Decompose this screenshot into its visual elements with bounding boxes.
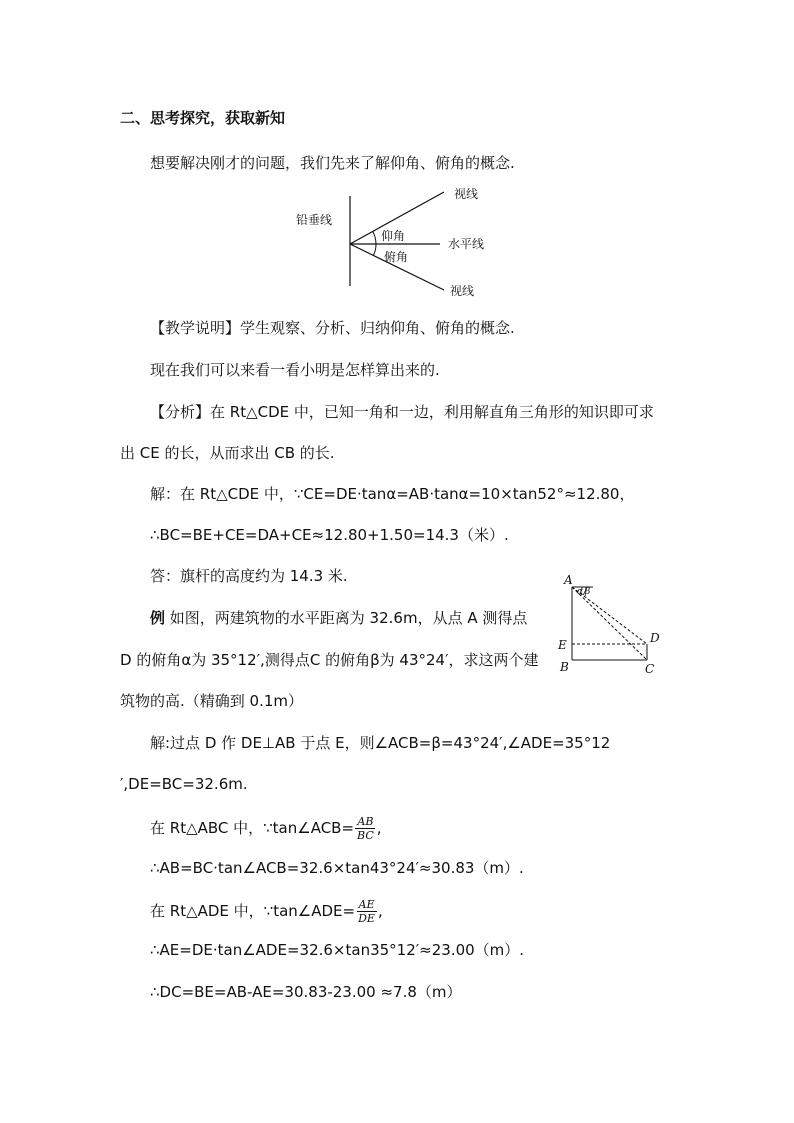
plumb-line-label: 铅垂线 — [296, 213, 333, 227]
depression-angle-label: 俯角 — [384, 250, 409, 264]
segment-ad — [572, 587, 647, 644]
tan-acb-prefix: 在 Rt△ABC 中，∵tan∠ACB= — [150, 819, 355, 837]
building-diagram — [555, 572, 675, 678]
intro-paragraph: 想要解决刚才的问题，我们先来了解仰角、俯角的概念. — [150, 154, 515, 172]
fraction-ae-de — [356, 898, 377, 925]
point-b-label: B — [560, 660, 569, 674]
solution-2-line-6: ∴AE=DE·tan∠ADE=32.6×tan35°12′≈23.00（m）. — [150, 941, 525, 959]
answer-1: 答：旗杆的高度约为 14.3 米. — [150, 567, 348, 585]
teaching-note: 【教学说明】学生观察、分析、归纳仰角、俯角的概念. — [150, 319, 515, 337]
example-line-2: D 的俯角α为 35°12′,测得点C 的俯角β为 43°24′，求这两个建 — [120, 651, 539, 669]
angle-alpha-label: α — [577, 587, 584, 597]
horizontal-line-label: 水平线 — [448, 237, 485, 251]
transition-paragraph: 现在我们可以来看一看小明是怎样算出来的. — [150, 361, 440, 379]
lower-sight-line-label: 视线 — [450, 284, 475, 298]
point-a-label: A — [564, 573, 573, 587]
fraction-denominator: DE — [358, 912, 375, 925]
analysis-line-1: 【分析】在 Rt△CDE 中，已知一角和一边，利用解直角三角形的知识即可求 — [150, 403, 654, 421]
tan-acb-suffix: , — [376, 819, 382, 837]
example-line-3: 筑物的高.（精确到 0.1m） — [120, 692, 304, 710]
angle-beta-label: β — [585, 587, 591, 597]
upper-sight-line-label: 视线 — [454, 187, 479, 201]
example-line-1 — [150, 608, 527, 628]
fraction-numerator: AE — [358, 898, 375, 911]
solution-2-line-4: ∴AB=BC·tan∠ACB=32.6×tan43°24′≈30.83（m）. — [150, 859, 524, 877]
point-c-label: C — [645, 662, 655, 676]
point-d-label: D — [650, 631, 660, 645]
example-label: 例 — [150, 609, 166, 627]
fraction-denominator: BC — [357, 829, 374, 842]
solution-1-line-1: 解：在 Rt△CDE 中，∵CE=DE·tanα=AB·tanα=10×tan52°≈12.80， — [150, 485, 635, 503]
elevation-angle-label: 仰角 — [381, 229, 406, 243]
elevation-arc-mark — [373, 231, 376, 244]
tan-ade-suffix: , — [377, 902, 383, 920]
example-text-1: 如图，两建筑物的水平距离为 32.6m，从点 A 测得点 — [165, 609, 528, 627]
solution-2-line-5 — [150, 898, 383, 925]
solution-2-line-2: ′,DE=BC=32.6m. — [120, 775, 248, 793]
segment-ac — [572, 587, 647, 660]
section-heading: 二、思考探究，获取新知 — [120, 109, 286, 127]
solution-2-line-3 — [150, 815, 382, 842]
fraction-numerator: AB — [357, 815, 374, 828]
point-e-label: E — [558, 638, 567, 652]
angle-diagram — [290, 178, 510, 306]
fraction-ab-bc — [355, 815, 376, 842]
depression-arc-mark — [373, 244, 376, 255]
analysis-line-2: 出 CE 的长，从而求出 CB 的长. — [120, 444, 335, 462]
solution-2-line-1: 解:过点 D 作 DE⊥AB 于点 E，则∠ACB=β=43°24′,∠ADE=35°12 — [150, 734, 611, 752]
solution-2-line-7: ∴DC=BE=AB-AE=30.83-23.00 ≈7.8（m） — [150, 983, 462, 1001]
tan-ade-prefix: 在 Rt△ADE 中，∵tan∠ADE= — [150, 902, 356, 920]
solution-1-line-2: ∴BC=BE+CE=DA+CE≈12.80+1.50=14.3（米）. — [150, 526, 509, 544]
